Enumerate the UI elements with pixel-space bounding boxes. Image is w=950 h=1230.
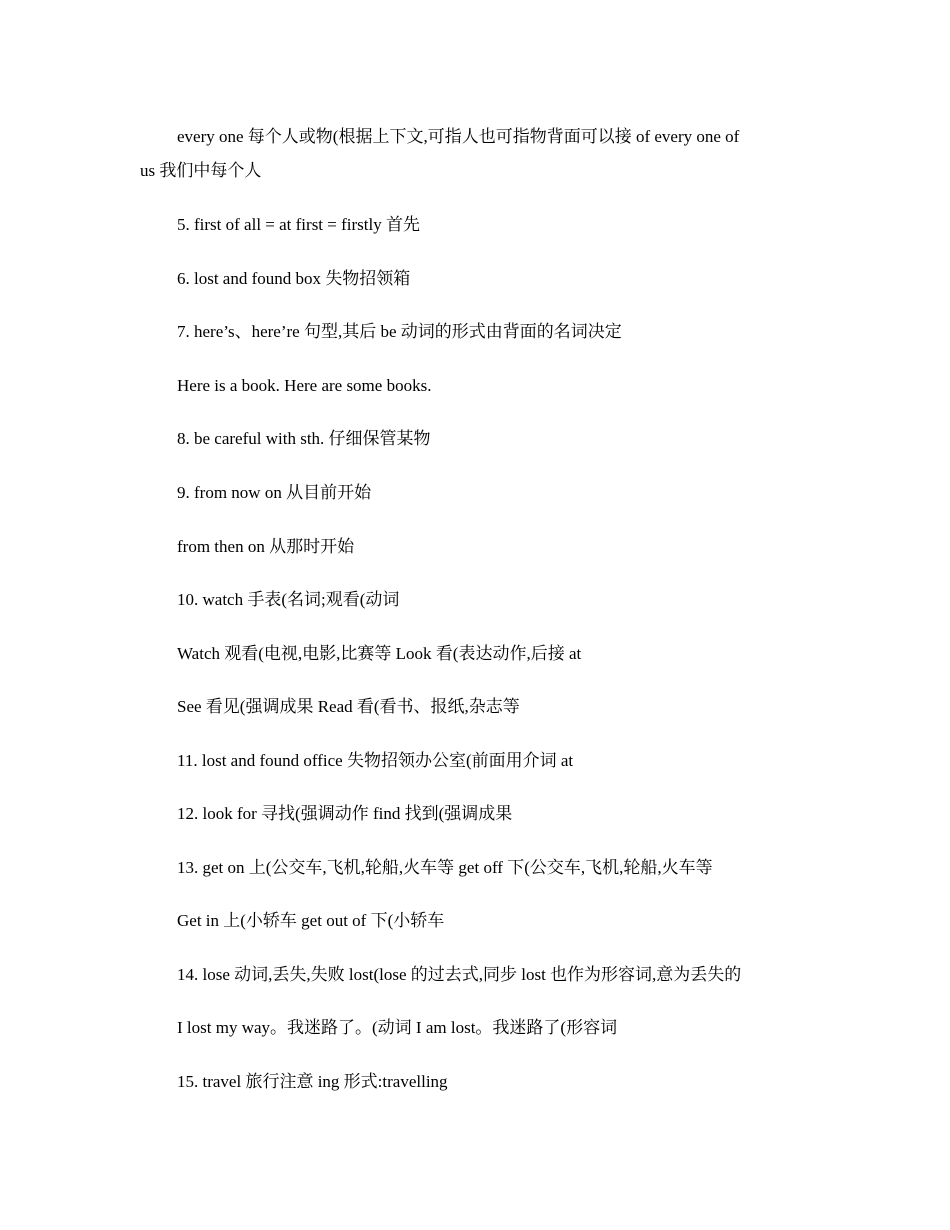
text-line: 7. here’s、here’re 句型,其后 be 动词的形式由背面的名词决定	[177, 322, 622, 341]
text-line: Watch 观看(电视,电影,比赛等 Look 看(表达动作,后接 at	[177, 644, 582, 663]
text-line: us 我们中每个人	[140, 161, 262, 180]
text-line: 15. travel 旅行注意 ing 形式:travelling	[177, 1072, 448, 1091]
text-line: every one 每个人或物(根据上下文,可指人也可指物背面可以接 of every one of	[177, 127, 740, 146]
text-line: Here is a book. Here are some books.	[177, 376, 432, 395]
text-line: 5. first of all = at first = firstly 首先	[177, 215, 420, 234]
text-line: Get in 上(小轿车 get out of 下(小轿车	[177, 911, 445, 930]
text-line: I lost my way。我迷路了。(动词 I am lost。我迷路了(形容词	[177, 1018, 618, 1037]
text-line: 9. from now on 从目前开始	[177, 483, 372, 502]
text-line: 6. lost and found box 失物招领箱	[177, 269, 411, 288]
text-line: 12. look for 寻找(强调动作 find 找到(强调成果	[177, 804, 513, 823]
text-line: 14. lose 动词,丢失,失败 lost(lose 的过去式,同步 lost 也作为形容词,意为丢失的	[177, 965, 742, 984]
text-line: See 看见(强调成果 Read 看(看书、报纸,杂志等	[177, 697, 520, 716]
text-line: from then on 从那时开始	[177, 537, 355, 556]
text-line: 8. be careful with sth. 仔细保管某物	[177, 429, 431, 448]
text-line: 11. lost and found office 失物招领办公室(前面用介词 at	[177, 751, 574, 770]
text-line: 13. get on 上(公交车,飞机,轮船,火车等 get off 下(公交车,飞机,轮船,火车等	[177, 858, 713, 877]
text-line: 10. watch 手表(名词;观看(动词	[177, 590, 400, 609]
